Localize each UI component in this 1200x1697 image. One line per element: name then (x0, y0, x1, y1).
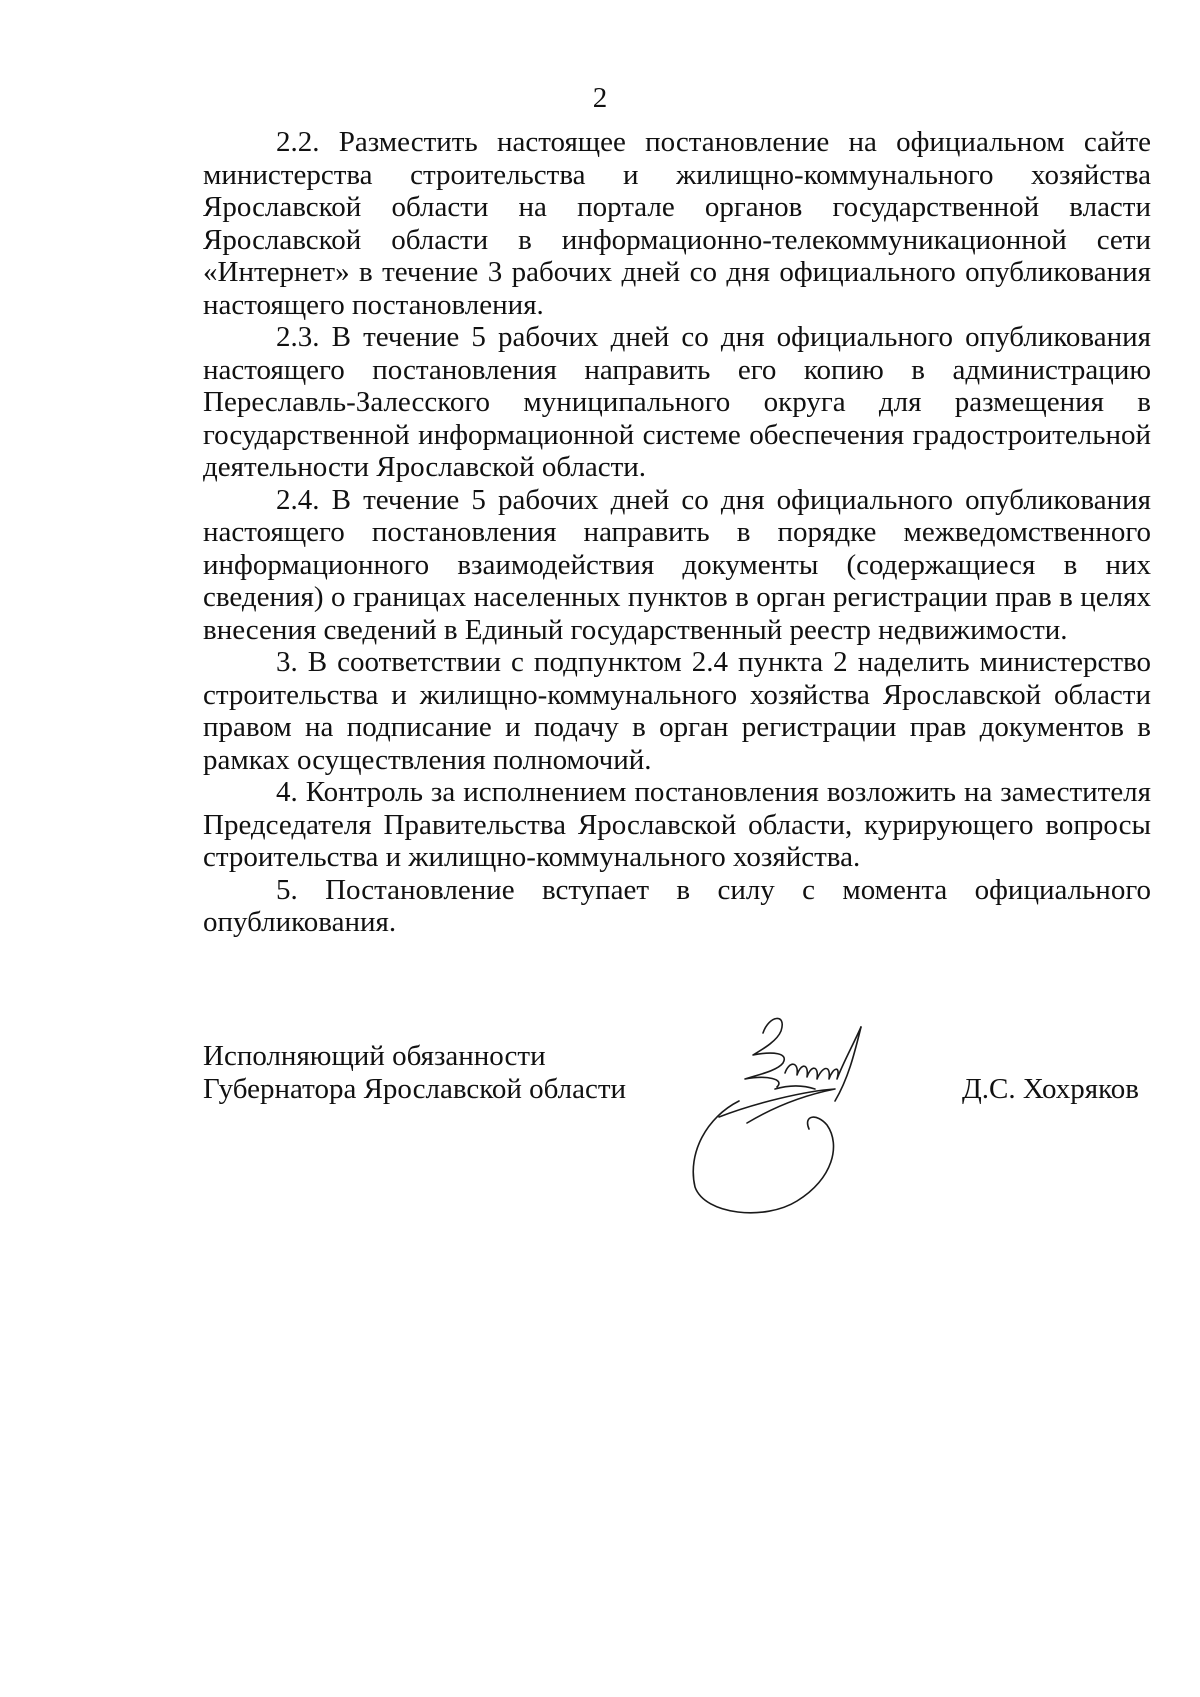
document-body (203, 126, 1151, 939)
page-number: 2 (592, 82, 608, 114)
paragraph-3: 3. В соответствии с подпунктом 2.4 пункта 2 наделить министерство строительства и жилищно-коммунального хозяйства Ярославской области правом на подписание и подачу в орган регистрации прав документов в рамках осуществления полномочий. (203, 646, 1151, 776)
paragraph-2-4: 2.4. В течение 5 рабочих дней со дня официального опубликования настоящего постановления направить в порядке межведомственного информационного взаимодействия документы (содержащиеся в них сведения) о границах населенных пунктов в орган регистрации прав в целях внесения сведений в Единый государственный реестр недвижимости. (203, 483, 1151, 646)
signatory-name: Д.С. Хохряков (962, 1073, 1139, 1105)
paragraph-4: 4. Контроль за исполнением постановления возложить на заместителя Председателя Правительства Ярославской области, курирующего вопросы строительства и жилищно-коммунального хозяйства. (203, 776, 1151, 873)
signatory-title-line2: Губернатора Ярославской области (203, 1073, 627, 1105)
signatory-title-line1: Исполняющий обязанности (203, 1040, 546, 1072)
paragraph-2-2: 2.2. Разместить настоящее постановление на официальном сайте министерства строительства и жилищно-коммунального хозяйства Ярославской области на портале органов государственной власти Ярославской области в информационно-телекоммуникационной сети «Интернет» в течение 3 рабочих дней со дня официального опубликования настоящего постановления. (203, 126, 1151, 321)
paragraph-2-3: 2.3. В течение 5 рабочих дней со дня официального опубликования настоящего постановления направить его копию в администрацию Переславль-Залесского муниципального округа для размещения в государственной информационной системе обеспечения градостроительной деятельности Ярославской области. (203, 321, 1151, 483)
handwritten-signature (685, 1005, 925, 1220)
signatory-title (203, 1040, 626, 1106)
paragraph-5: 5. Постановление вступает в силу с момента официального опубликования. (203, 873, 1151, 938)
